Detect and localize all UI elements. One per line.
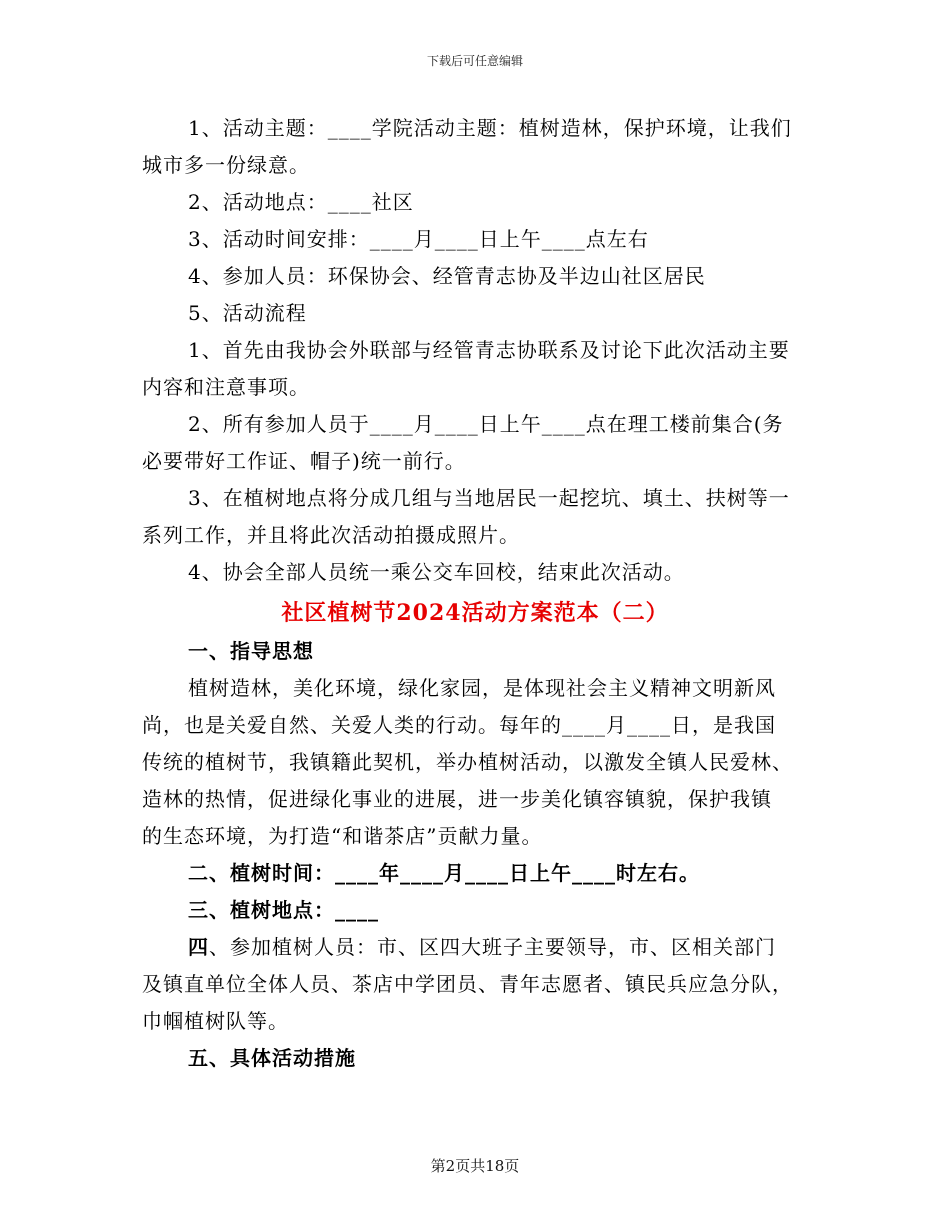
paragraph-line: 尚，也是关爱自然、关爱人类的行动。每年的____月____日，是我国 [142,713,776,737]
paragraph-line: 1、首先由我协会外联部与经管青志协联系及讨论下此次活动主要 [188,338,790,362]
page-footer-number: 第2页共18页 [430,1157,520,1175]
paragraph-line: 植树造林，美化环境，绿化家园，是体现社会主义精神文明新风 [188,676,776,700]
paragraph-line: 必要带好工作证、帽子)统一前行。 [142,449,466,473]
paragraph-line: 城市多一份绿意。 [142,153,310,177]
heading-guiding-thought: 一、指导思想 [188,639,314,663]
page-header-note: 下载后可任意编辑 [426,54,523,68]
heading-planting-location: 三、植树地点：____ [188,898,379,922]
paragraph-line: 系列工作，并且将此次活动拍摄成照片。 [142,523,520,547]
paragraph-line: 及镇直单位全体人员、茶店中学团员、青年志愿者、镇民兵应急分队， [142,972,793,996]
paragraph-line: 的生态环境，为打造“和谐茶店”贡献力量。 [142,824,543,848]
paragraph-line: 3、在植树地点将分成几组与当地居民一起挖坑、填土、扶树等一 [188,486,790,510]
heading-activity-measures: 五、具体活动措施 [188,1046,356,1070]
heading-planting-time: 二、植树时间：____年____月____日上午____时左右。 [188,861,700,885]
paragraph-line: 造林的热情，促进绿化事业的进展，进一步美化镇容镇貌，保护我镇 [142,787,772,811]
paragraph-line: 巾帼植树队等。 [142,1009,289,1033]
paragraph-line: 5、活动流程 [188,301,307,325]
heading-number: 四 [188,935,209,959]
paragraph-line: 1、活动主题：____学院活动主题：植树造林，保护环境，让我们 [188,116,792,140]
section-title: 社区植树节2024活动方案范本（二） [281,600,669,626]
paragraph-line: 2、所有参加人员于____月____日上午____点在理工楼前集合(务 [188,412,784,436]
paragraph-line: 内容和注意事项。 [142,375,310,399]
paragraph-line: 2、活动地点：____社区 [188,190,414,214]
paragraph-line: 传统的植树节，我镇籍此契机，举办植树活动，以激发全镇人民爱林、 [142,750,793,774]
paragraph-line: 4、参加人员：环保协会、经管青志协及半边山社区居民 [188,264,706,288]
paragraph-line: 3、活动时间安排：____月____日上午____点左右 [188,227,649,251]
heading-participants [188,933,776,961]
heading-text: 、参加植树人员：市、区四大班子主要领导，市、区相关部门 [209,935,776,959]
paragraph-line: 4、协会全部人员统一乘公交车回校，结束此次活动。 [188,560,685,584]
